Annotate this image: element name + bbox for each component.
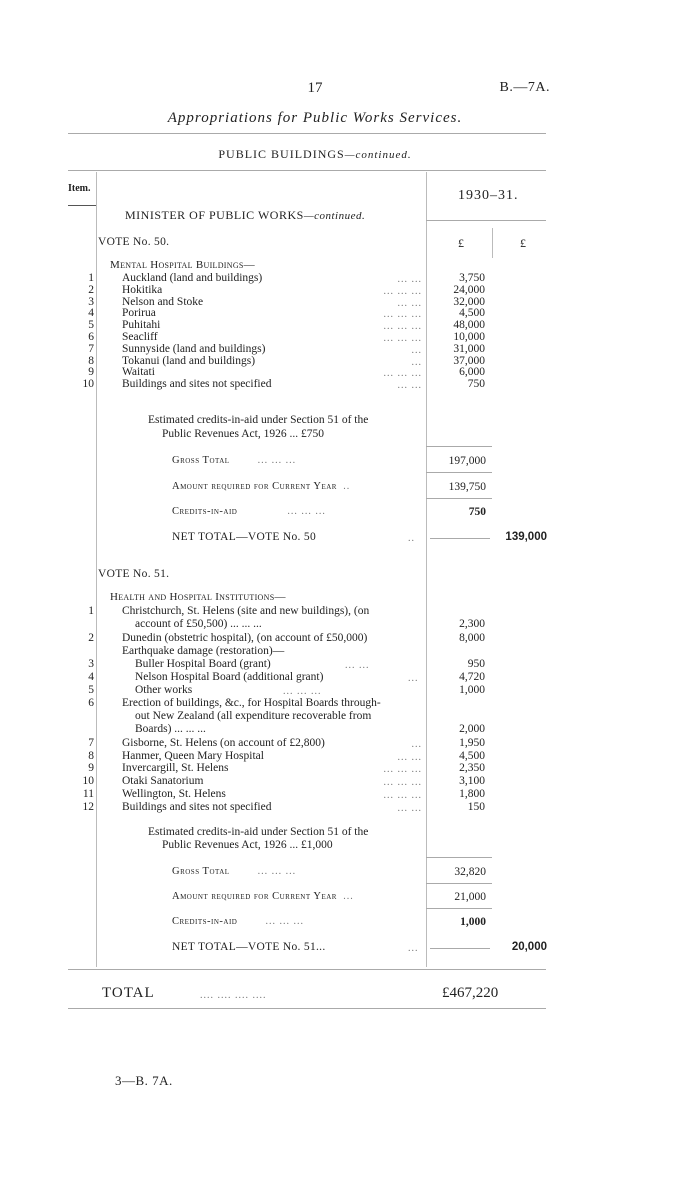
leader-dots: ... ... ... xyxy=(383,368,422,380)
gross-total-label: Gross Total xyxy=(172,455,230,466)
minister-heading xyxy=(125,208,365,223)
item-label: Auckland (land and buildings) xyxy=(122,272,263,284)
item-amount: 48,000 xyxy=(453,319,485,332)
leader-dots: ... ... ... xyxy=(257,455,297,466)
leader-dots: ... ... xyxy=(397,751,422,763)
rule xyxy=(426,857,492,858)
leader-dots: ... ... ... xyxy=(383,285,422,297)
gross-total-label: Gross Total xyxy=(172,866,230,877)
item-column-header: Item. xyxy=(68,183,91,194)
item-label: Porirua xyxy=(122,307,156,320)
item-number: 12 xyxy=(82,800,94,813)
section-subtitle xyxy=(0,147,630,162)
item-number: 6 xyxy=(88,331,94,343)
minister-continued: —continued. xyxy=(303,210,366,222)
item-amount: 4,500 xyxy=(459,307,485,320)
currency-symbol: £ xyxy=(458,236,464,250)
page-number: 17 xyxy=(307,80,323,96)
item-amount: 950 xyxy=(467,658,485,670)
vote-50-net-label: NET TOTAL—VOTE No. 50 xyxy=(172,531,317,543)
item-label: out New Zealand (all expenditure recoverable from xyxy=(135,710,372,722)
item-amount: 4,500 xyxy=(459,749,485,762)
bottom-rule xyxy=(68,1008,546,1009)
item-amount: 750 xyxy=(467,378,485,391)
item-amount: 1,000 xyxy=(459,684,485,696)
item-label: Otaki Sanatorium xyxy=(122,775,204,788)
item-number: 11 xyxy=(82,787,94,800)
leader-dots: ... ... ... xyxy=(383,777,422,789)
item-label: Tokanui (land and buildings) xyxy=(122,354,256,367)
vote-50-estimate-line: Estimated credits-in-aid under Section 51 of the xyxy=(148,414,369,426)
vote-51-required-label xyxy=(172,891,354,902)
item-amount: 1,800 xyxy=(459,787,485,800)
vote-50-title: VOTE No. 50. xyxy=(98,236,170,248)
item-amount: 10,000 xyxy=(453,331,485,343)
leader-dots: ... ... xyxy=(397,297,422,309)
page-title: Appropriations for Public Works Services. xyxy=(167,110,463,126)
item-label: Buildings and sites not specified xyxy=(122,800,272,813)
vote-51-net-label: NET TOTAL—VOTE No. 51... xyxy=(172,941,326,953)
vote-51-credits-label xyxy=(172,916,304,927)
item-label: Dunedin (obstetric hospital), (on account of £50,000) xyxy=(122,632,368,644)
item-label: account of £50,500) ... ... ... xyxy=(135,618,262,630)
item-amount: 150 xyxy=(467,800,485,813)
grand-total-label: TOTAL xyxy=(102,985,155,1001)
leader-dots: .. xyxy=(343,481,351,492)
item-number: 3 xyxy=(88,658,94,670)
item-number: 10 xyxy=(82,378,94,391)
vote-50-net-amount: 139,000 xyxy=(505,531,547,543)
item-amount: 3,100 xyxy=(459,775,485,788)
footer-signature: 3—B. 7A. xyxy=(115,1073,173,1088)
item-label: Boards) ... ... ... xyxy=(135,723,206,735)
leader-dots: ... ... ... xyxy=(383,309,422,321)
item-number: 1 xyxy=(88,272,94,284)
item-label: Erection of buildings, &c., for Hospital Boards through- xyxy=(122,697,381,709)
item-number: 9 xyxy=(88,762,94,775)
total-rule xyxy=(68,969,546,970)
vote-50-gross-label xyxy=(172,455,296,466)
minister-main: MINISTER OF PUBLIC WORKS xyxy=(125,208,304,222)
item-amount: 32,000 xyxy=(453,295,485,308)
financial-year: 1930–31. xyxy=(458,188,519,203)
item-label: Other works xyxy=(135,684,193,696)
page-reference: B.—7A. xyxy=(499,80,550,95)
vote-51-estimate-line: Estimated credits-in-aid under Section 51 of the xyxy=(148,826,369,838)
leader-dots: .... .... .... .... xyxy=(200,990,267,1001)
vote-51-title: VOTE No. 51. xyxy=(98,568,170,580)
item-number: 2 xyxy=(88,632,94,644)
leader-dots: ... xyxy=(408,943,419,954)
item-number: 5 xyxy=(88,319,94,332)
vote-50-credits-label xyxy=(172,506,326,517)
leader-dots: ... ... xyxy=(345,660,370,671)
leader-dots: ... ... xyxy=(397,380,422,392)
rule xyxy=(426,908,492,909)
header-rule xyxy=(68,133,546,134)
amount-required-label: Amount required for Current Year xyxy=(172,891,337,902)
item-label: Waitati xyxy=(122,366,155,379)
grand-total-amount: £467,220 xyxy=(442,985,499,1001)
item-label: Sunnyside (land and buildings) xyxy=(122,342,266,355)
leader-dots: ... xyxy=(411,344,422,356)
amount-column-rule xyxy=(426,172,427,967)
item-amount: 24,000 xyxy=(453,283,485,296)
item-label: Nelson Hospital Board (additional grant) xyxy=(135,671,324,683)
leader-dots: ... ... ... xyxy=(383,789,422,801)
item-number: 3 xyxy=(88,295,94,308)
item-amount: 2,300 xyxy=(459,618,485,630)
item-amount: 8,000 xyxy=(459,632,485,644)
item-label: Nelson and Stoke xyxy=(122,295,204,308)
vote-51-credits-amount: 1,000 xyxy=(460,916,486,928)
subheading: Earthquake damage (restoration)— xyxy=(122,645,285,657)
item-label: Invercargill, St. Helens xyxy=(122,762,229,775)
item-number: 7 xyxy=(88,342,94,355)
rule xyxy=(426,472,492,473)
leader-dots: ... ... ... xyxy=(265,916,304,927)
item-label: Buildings and sites not specified xyxy=(122,378,272,391)
credits-in-aid-label: Credits-in-aid xyxy=(172,506,238,517)
credits-in-aid-label: Credits-in-aid xyxy=(172,916,238,927)
net-column-rule xyxy=(492,228,493,258)
subtitle-continued: —continued. xyxy=(344,149,412,161)
rule xyxy=(426,498,492,499)
item-label: Hanmer, Queen Mary Hospital xyxy=(122,749,264,762)
subtitle-rule xyxy=(68,170,546,171)
leader-dots: .. xyxy=(408,533,415,544)
rule xyxy=(426,446,492,447)
item-amount: 4,720 xyxy=(459,671,485,683)
item-number: 6 xyxy=(88,697,94,709)
item-label: Christchurch, St. Helens (site and new buildings), (on xyxy=(122,605,370,617)
item-number: 4 xyxy=(88,671,94,683)
item-label: Gisborne, St. Helens (on account of £2,800) xyxy=(122,737,325,749)
item-label: Buller Hospital Board (grant) xyxy=(135,658,271,670)
item-number: 4 xyxy=(88,307,94,320)
vote-50-required-label xyxy=(172,481,350,492)
leader-dots: ... ... ... xyxy=(283,686,322,697)
item-column-rule xyxy=(96,172,97,967)
vote-50-required-amount: 139,750 xyxy=(448,481,486,493)
leader-dots: ... ... ... xyxy=(383,764,422,776)
item-amount: 1,950 xyxy=(459,737,485,749)
vote-51-gross-label xyxy=(172,866,296,877)
leader-dots: ... xyxy=(411,356,422,368)
item-number: 7 xyxy=(88,737,94,749)
leader-dots: ... ... ... xyxy=(287,506,326,517)
vote-51-net-amount: 20,000 xyxy=(511,941,547,953)
item-number: 5 xyxy=(88,684,94,696)
leader-dots: ... ... xyxy=(397,274,422,285)
item-label: Puhitahi xyxy=(122,319,161,332)
item-number: 8 xyxy=(88,749,94,762)
item-number: 1 xyxy=(88,605,94,617)
item-number: 10 xyxy=(82,775,94,788)
rule xyxy=(426,883,492,884)
subtitle-main: PUBLIC BUILDINGS xyxy=(218,147,345,161)
item-number: 2 xyxy=(88,283,94,296)
item-amount: 6,000 xyxy=(459,366,485,379)
amount-required-label: Amount required for Current Year xyxy=(172,481,337,492)
leader-dots: ... ... ... xyxy=(383,321,422,333)
vote-51-gross-amount: 32,820 xyxy=(454,866,486,878)
vote-51-heading: Health and Hospital Institutions— xyxy=(110,591,286,603)
rule xyxy=(430,948,490,949)
item-label: Seacliff xyxy=(122,331,158,343)
leader-dots: ... ... xyxy=(397,802,422,814)
item-amount: 37,000 xyxy=(453,354,485,367)
item-amount: 3,750 xyxy=(459,272,485,284)
vote-50-gross-amount: 197,000 xyxy=(448,455,486,467)
item-amount: 2,350 xyxy=(459,762,485,775)
item-label: Hokitika xyxy=(122,283,163,296)
vote-50-credits-amount: 750 xyxy=(468,506,486,518)
rule xyxy=(430,538,490,539)
leader-dots: ... ... ... xyxy=(383,333,422,344)
item-number: 9 xyxy=(88,366,94,379)
item-amount: 2,000 xyxy=(459,723,485,735)
vote-50-heading: Mental Hospital Buildings— xyxy=(110,259,255,271)
vote-50-estimate-line: Public Revenues Act, 1926 ... £750 xyxy=(162,428,324,440)
currency-symbol: £ xyxy=(520,236,526,250)
leader-dots: ... xyxy=(408,673,419,684)
vote-51-required-amount: 21,000 xyxy=(454,891,486,903)
vote-51-estimate-line: Public Revenues Act, 1926 ... £1,000 xyxy=(162,839,333,851)
item-label: Wellington, St. Helens xyxy=(122,787,226,800)
leader-dots: ... xyxy=(411,739,422,750)
item-header-rule xyxy=(68,205,96,206)
item-number: 8 xyxy=(88,354,94,367)
item-amount: 31,000 xyxy=(453,342,485,355)
leader-dots: ... xyxy=(343,891,354,902)
year-rule xyxy=(426,220,546,221)
leader-dots: ... ... ... xyxy=(257,866,297,877)
